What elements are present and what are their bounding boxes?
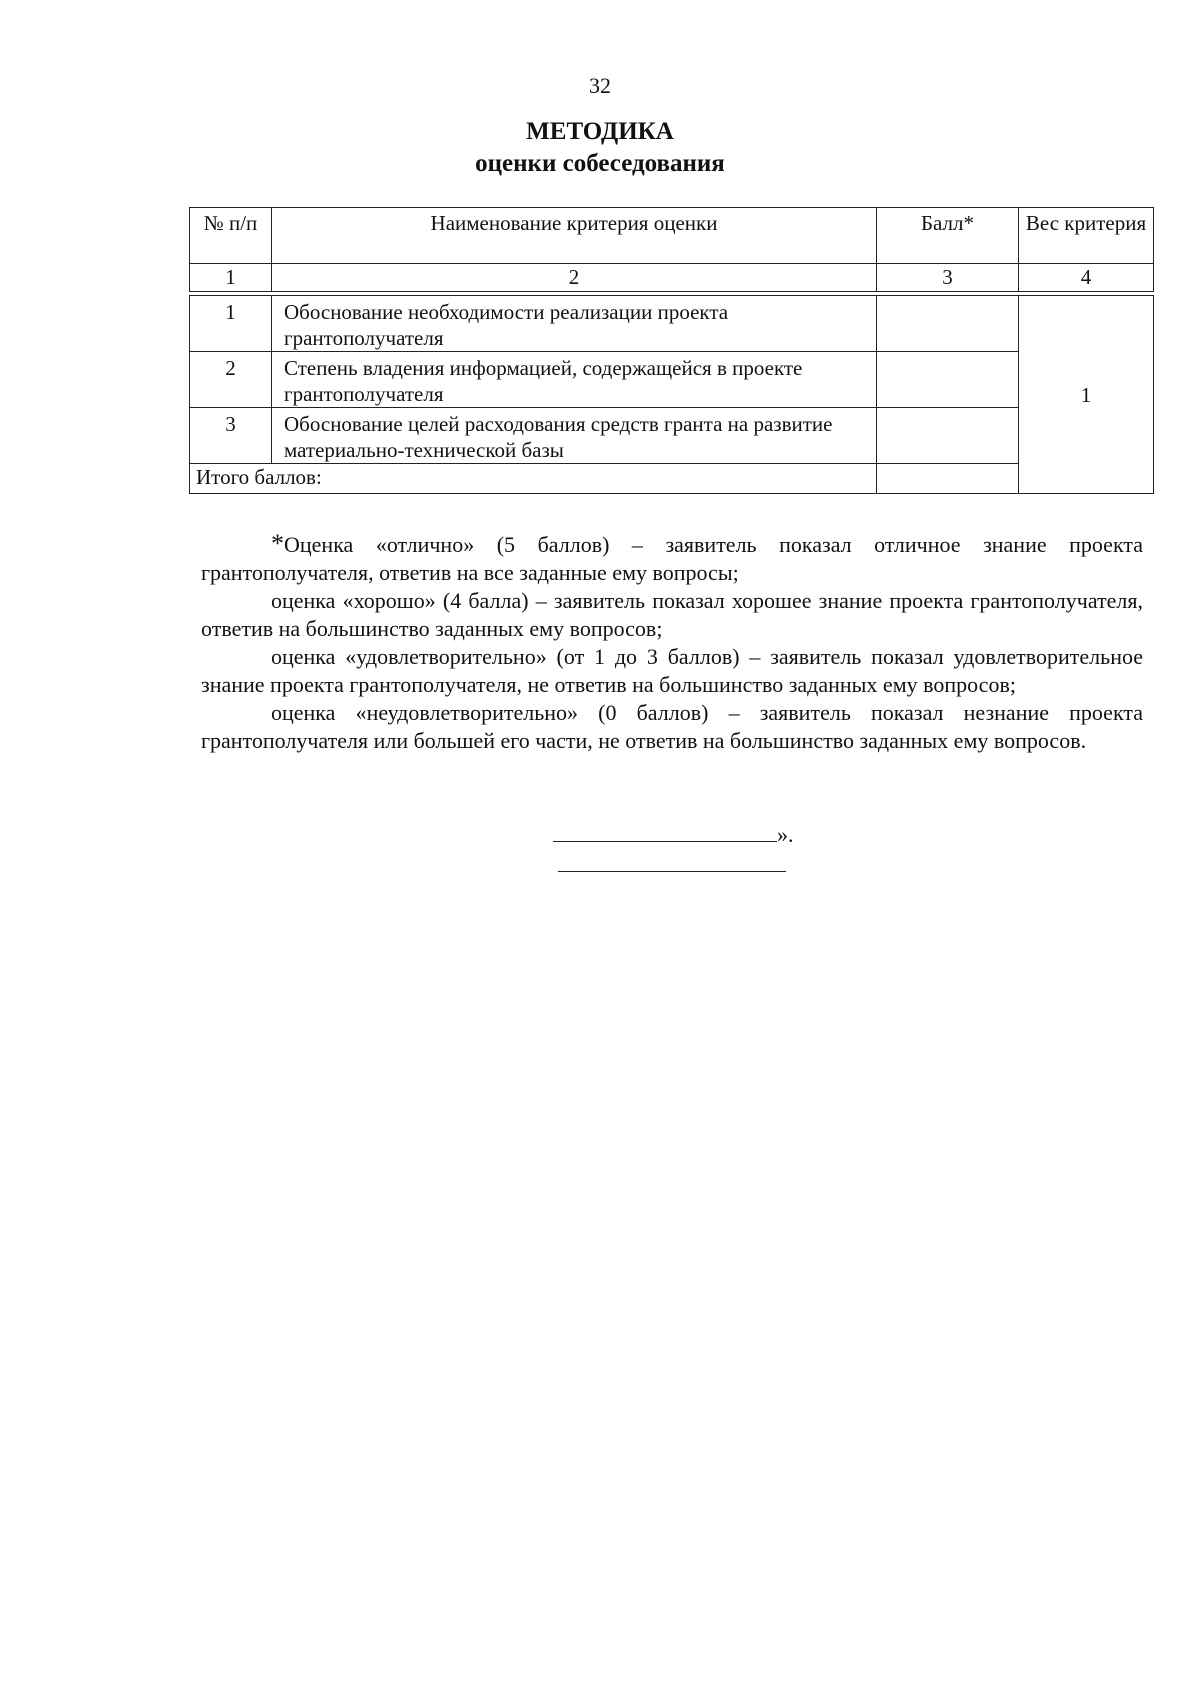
- total-row: [190, 464, 1154, 494]
- document-title: МЕТОДИКА: [526, 118, 674, 145]
- criterion-text: Степень владения информацией, содержащейся в проекте грантополучателя: [272, 352, 877, 408]
- score-cell: [877, 408, 1019, 464]
- column-number: 1: [190, 264, 272, 292]
- document-subtitle: оценки собеседования: [475, 150, 725, 177]
- footnote-excellent: [201, 530, 1143, 587]
- header-weight: Вес критерия: [1019, 208, 1154, 264]
- closing-blank-line: [553, 819, 794, 849]
- column-number: 3: [877, 264, 1019, 292]
- score-cell: [877, 352, 1019, 408]
- header-num: № п/п: [190, 208, 272, 264]
- column-number: 4: [1019, 264, 1154, 292]
- closing-quote: ».: [777, 822, 794, 847]
- weight-value: 1: [1019, 296, 1154, 494]
- page-number: 32: [589, 73, 611, 98]
- footnote-unsatisfactory: оценка «неудовлетворительно» (0 баллов) – заявитель показал незнание проекта грантополучателя или большей его части, не ответив на большинство заданных ему вопросов.: [201, 700, 1143, 753]
- row-number: 1: [190, 296, 272, 352]
- total-score-cell: [877, 464, 1019, 494]
- score-cell: [877, 296, 1019, 352]
- row-number: 2: [190, 352, 272, 408]
- header-score: Балл*: [877, 208, 1019, 264]
- footnote-satisfactory: оценка «удовлетворительно» (от 1 до 3 баллов) – заявитель показал удовлетворительное знание проекта грантополучателя, не ответив на большинство заданных ему вопросов;: [201, 644, 1143, 697]
- header-row: [190, 208, 1154, 264]
- blank-underline: [553, 819, 777, 842]
- table-row: [190, 408, 1154, 464]
- total-label: Итого баллов:: [190, 464, 877, 494]
- table-row: [190, 296, 1154, 352]
- row-number: 3: [190, 408, 272, 464]
- column-numbers-row: [190, 264, 1154, 292]
- footnote-star: *: [271, 529, 284, 558]
- column-number: 2: [272, 264, 877, 292]
- table-row: [190, 352, 1154, 408]
- footnote-text: Оценка «отлично» (5 баллов) – заявитель показал отличное знание проекта грантополучателя, ответив на все заданные ему вопросы;: [201, 532, 1143, 585]
- header-criterion-name: Наименование критерия оценки: [272, 208, 877, 264]
- criteria-table-body: [189, 295, 1154, 494]
- footnote: [201, 530, 1143, 755]
- end-separator-line: [558, 871, 786, 872]
- criterion-text: Обоснование необходимости реализации проекта грантополучателя: [272, 296, 877, 352]
- criterion-text: Обоснование целей расходования средств гранта на развитие материально-технической базы: [272, 408, 877, 464]
- criteria-table-header: [189, 207, 1154, 292]
- footnote-good: оценка «хорошо» (4 балла) – заявитель показал хорошее знание проекта грантополучателя, ответив на большинство заданных ему вопросов;: [201, 588, 1143, 641]
